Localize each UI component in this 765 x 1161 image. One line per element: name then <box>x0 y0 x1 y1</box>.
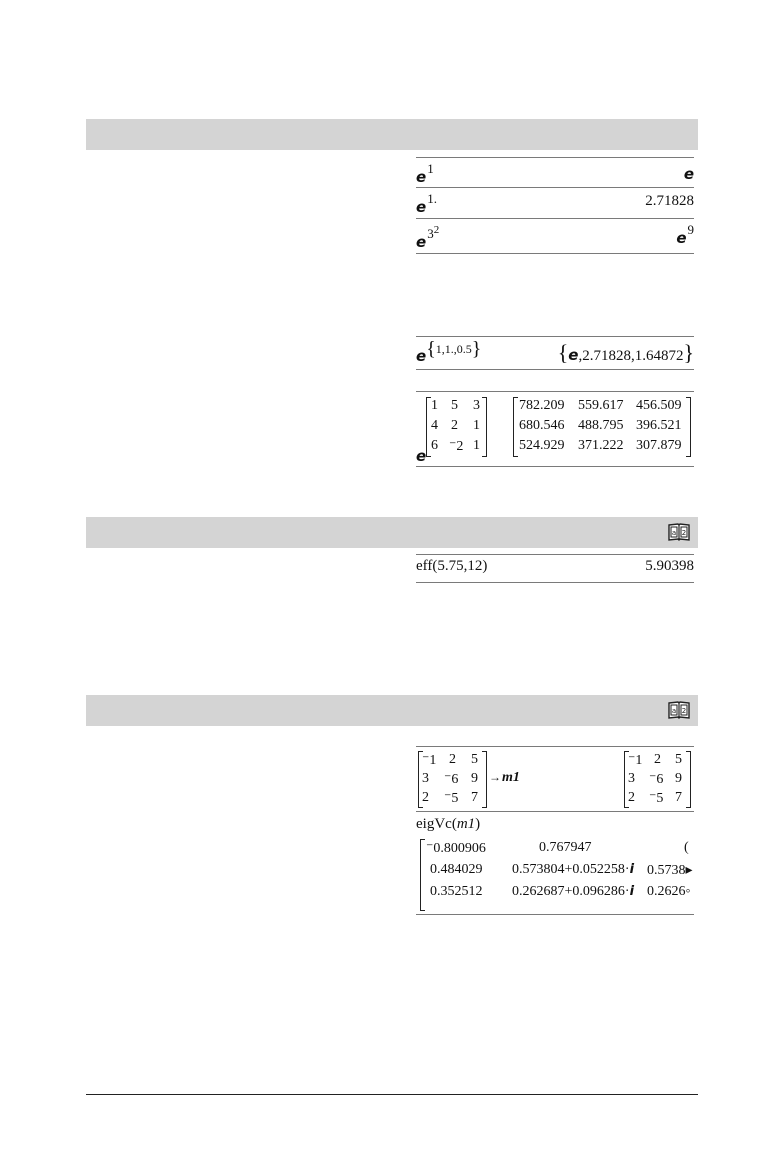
matrix-cell: 680.546 <box>519 418 565 433</box>
matrix-cell: 4 <box>431 418 438 433</box>
matrix-cell: ⁻6 <box>444 772 459 787</box>
matrix-cell: 0.767947 <box>539 840 592 855</box>
matrix-cell: 456.509 <box>636 398 682 413</box>
matrix-cell: 9 <box>675 771 682 786</box>
matrix-cell: ⁻5 <box>649 791 664 806</box>
book-icon <box>668 700 690 720</box>
matrix-cell: 1 <box>473 418 480 433</box>
matrix-cell: 2 <box>451 418 458 433</box>
divider <box>416 811 694 812</box>
svg-text:2: 2 <box>681 707 687 715</box>
matrix-cell: 559.617 <box>578 398 624 413</box>
matrix-cell: 3 <box>628 771 635 786</box>
matrix-cell: ⁻5 <box>444 791 459 806</box>
input: eigVc(m1) <box>416 816 481 832</box>
divider <box>416 369 694 370</box>
matrix-cell: 0.573804+0.052258·i <box>512 862 635 877</box>
bracket-left <box>420 839 425 911</box>
divider <box>416 391 694 392</box>
matrix-cell: 2 <box>628 790 635 805</box>
matrix-cell: 3 <box>473 398 480 413</box>
divider <box>416 253 694 254</box>
matrix-cell: 7 <box>675 790 682 805</box>
matrix-cell: 1 <box>473 438 480 453</box>
section-header-eff <box>86 517 698 548</box>
matrix-cell: 0.352512 <box>430 884 483 899</box>
svg-text:a: a <box>671 707 677 715</box>
matrix-cell: 396.521 <box>636 418 682 433</box>
divider <box>416 746 694 747</box>
matrix-cell: ⁻2 <box>449 439 464 454</box>
input: eff(5.75,12) <box>416 558 488 574</box>
matrix-cell: 2 <box>654 752 661 767</box>
matrix-cell: 9 <box>471 771 478 786</box>
divider <box>416 554 694 555</box>
bracket-right <box>482 751 487 808</box>
divider <box>416 466 694 467</box>
example-row: $e^{1.}$ 2.71828 <box>416 191 694 216</box>
matrix-cell: 5 <box>451 398 458 413</box>
divider <box>416 218 694 219</box>
bracket-right <box>686 397 691 457</box>
divider <box>416 914 694 915</box>
matrix-cell: ⁻6 <box>649 772 664 787</box>
section-header-exp <box>86 119 698 150</box>
example-row <box>416 556 694 582</box>
bracket-right <box>482 397 487 457</box>
matrix-cell: ⁻1 <box>422 753 437 768</box>
example-row: $e^1$ e <box>416 161 694 186</box>
example-row: e{$^{1,1.,0.5}$} {e,2.71828,1.64872} <box>416 338 694 365</box>
matrix-cell: ( <box>684 840 689 855</box>
divider <box>416 187 694 188</box>
matrix-cell: 307.879 <box>636 438 682 453</box>
matrix-cell: 3 <box>422 771 429 786</box>
matrix-cell: 1 <box>431 398 438 413</box>
result: 2.71828 <box>645 193 694 209</box>
matrix-cell: 371.222 <box>578 438 624 453</box>
matrix-cell: 5 <box>675 752 682 767</box>
matrix-cell: 0.484029 <box>430 862 483 877</box>
matrix-cell: 0.2626◦ <box>647 884 691 899</box>
matrix-cell: 2 <box>449 752 456 767</box>
result: e <box>683 165 694 183</box>
matrix-cell: 0.262687+0.096286·i <box>512 884 635 899</box>
matrix-cell: 6 <box>431 438 438 453</box>
matrix-cell: ⁻0.800906 <box>426 841 486 856</box>
result: 5.90398 <box>645 558 694 574</box>
example-row: e 1 5 3 4 2 1 6 ⁻2 1 782.209 559.617 456.509 680.546 488.795 396.521 524.929 371.222 307.879 <box>416 393 694 465</box>
matrix-cell: 5 <box>471 752 478 767</box>
divider <box>416 157 694 158</box>
matrix-cell: ⁻1 <box>628 753 643 768</box>
variable-name: m1 <box>502 770 520 785</box>
section-header-eigvc <box>86 695 698 726</box>
bracket-left <box>513 397 518 457</box>
matrix-cell: 2 <box>422 790 429 805</box>
example-row <box>416 748 694 810</box>
footer-rule <box>86 1094 698 1095</box>
divider <box>416 582 694 583</box>
matrix-cell: 782.209 <box>519 398 565 413</box>
matrix-cell: 524.929 <box>519 438 565 453</box>
matrix-cell: 0.5738▸ <box>647 863 693 878</box>
bracket-right <box>686 751 691 808</box>
store-arrow: → <box>489 770 501 784</box>
example-row <box>416 814 694 914</box>
book-icon <box>668 522 690 542</box>
matrix-cell: 488.795 <box>578 418 624 433</box>
matrix-cell: 7 <box>471 790 478 805</box>
example-row: $e^{32}$ $e^9$ <box>416 222 694 251</box>
svg-text:a: a <box>671 529 677 537</box>
svg-text:2: 2 <box>681 529 687 537</box>
divider <box>416 336 694 337</box>
